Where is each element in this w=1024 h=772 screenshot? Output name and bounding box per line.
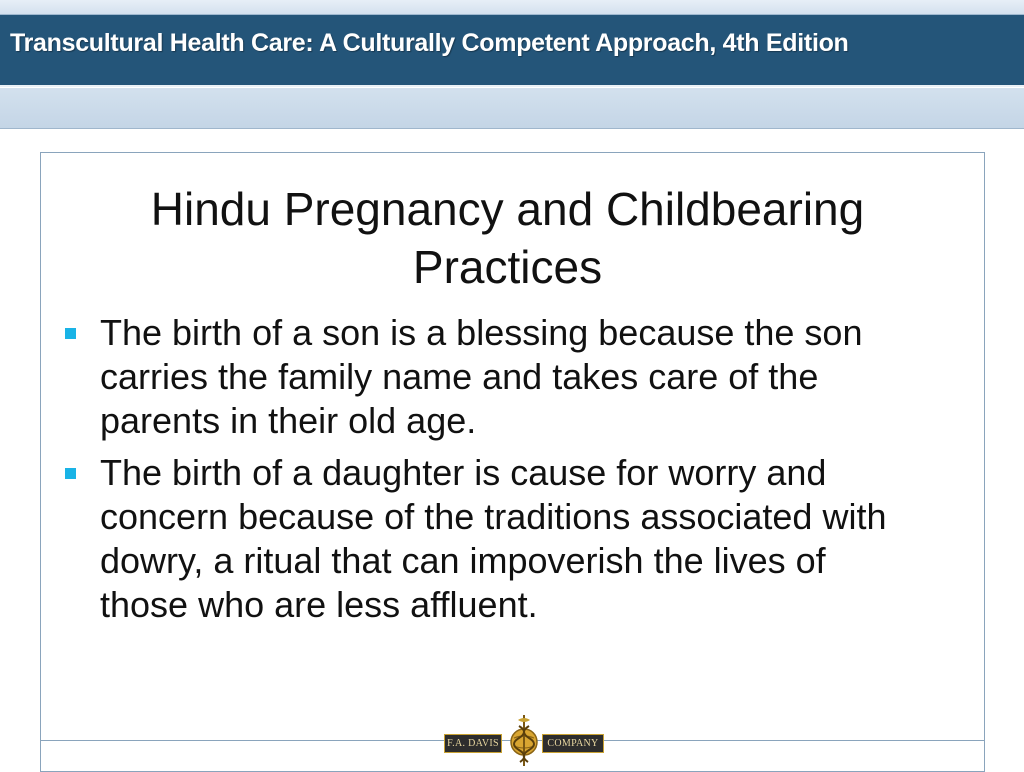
logo-right-text: COMPANY [542, 734, 604, 753]
square-bullet-icon [65, 468, 76, 479]
slide-title [40, 180, 975, 296]
bullet-1-line-2: carries the family name and takes care of the [100, 356, 819, 397]
header-bar [0, 14, 1024, 87]
bullet-list [62, 311, 982, 635]
logo-left-text: F.A. DAVIS [444, 734, 502, 753]
bullet-2-line-4: those who are less affluent. [100, 584, 538, 625]
bullet-1-line-3: parents in their old age. [100, 400, 477, 441]
fa-davis-logo [444, 712, 604, 768]
sub-header-band [0, 88, 1024, 129]
bullet-item-1 [62, 311, 982, 443]
square-bullet-icon [65, 328, 76, 339]
header-title: Transcultural Health Care: A Culturally Competent Approach, 4th Edition [10, 29, 849, 57]
slide-title-line-2: Practices [412, 241, 603, 293]
bullet-2-line-2: concern because of the traditions associated with [100, 496, 887, 537]
bullet-item-2 [62, 451, 982, 627]
caduceus-globe-icon [506, 712, 542, 768]
top-strip [0, 0, 1024, 14]
bullet-2-line-1: The birth of a daughter is cause for worry and [100, 452, 827, 493]
slide-title-line-1: Hindu Pregnancy and Childbearing [150, 183, 865, 235]
bullet-1-line-1: The birth of a son is a blessing because the son [100, 312, 863, 353]
bullet-2-line-3: dowry, a ritual that can impoverish the lives of [100, 540, 826, 581]
